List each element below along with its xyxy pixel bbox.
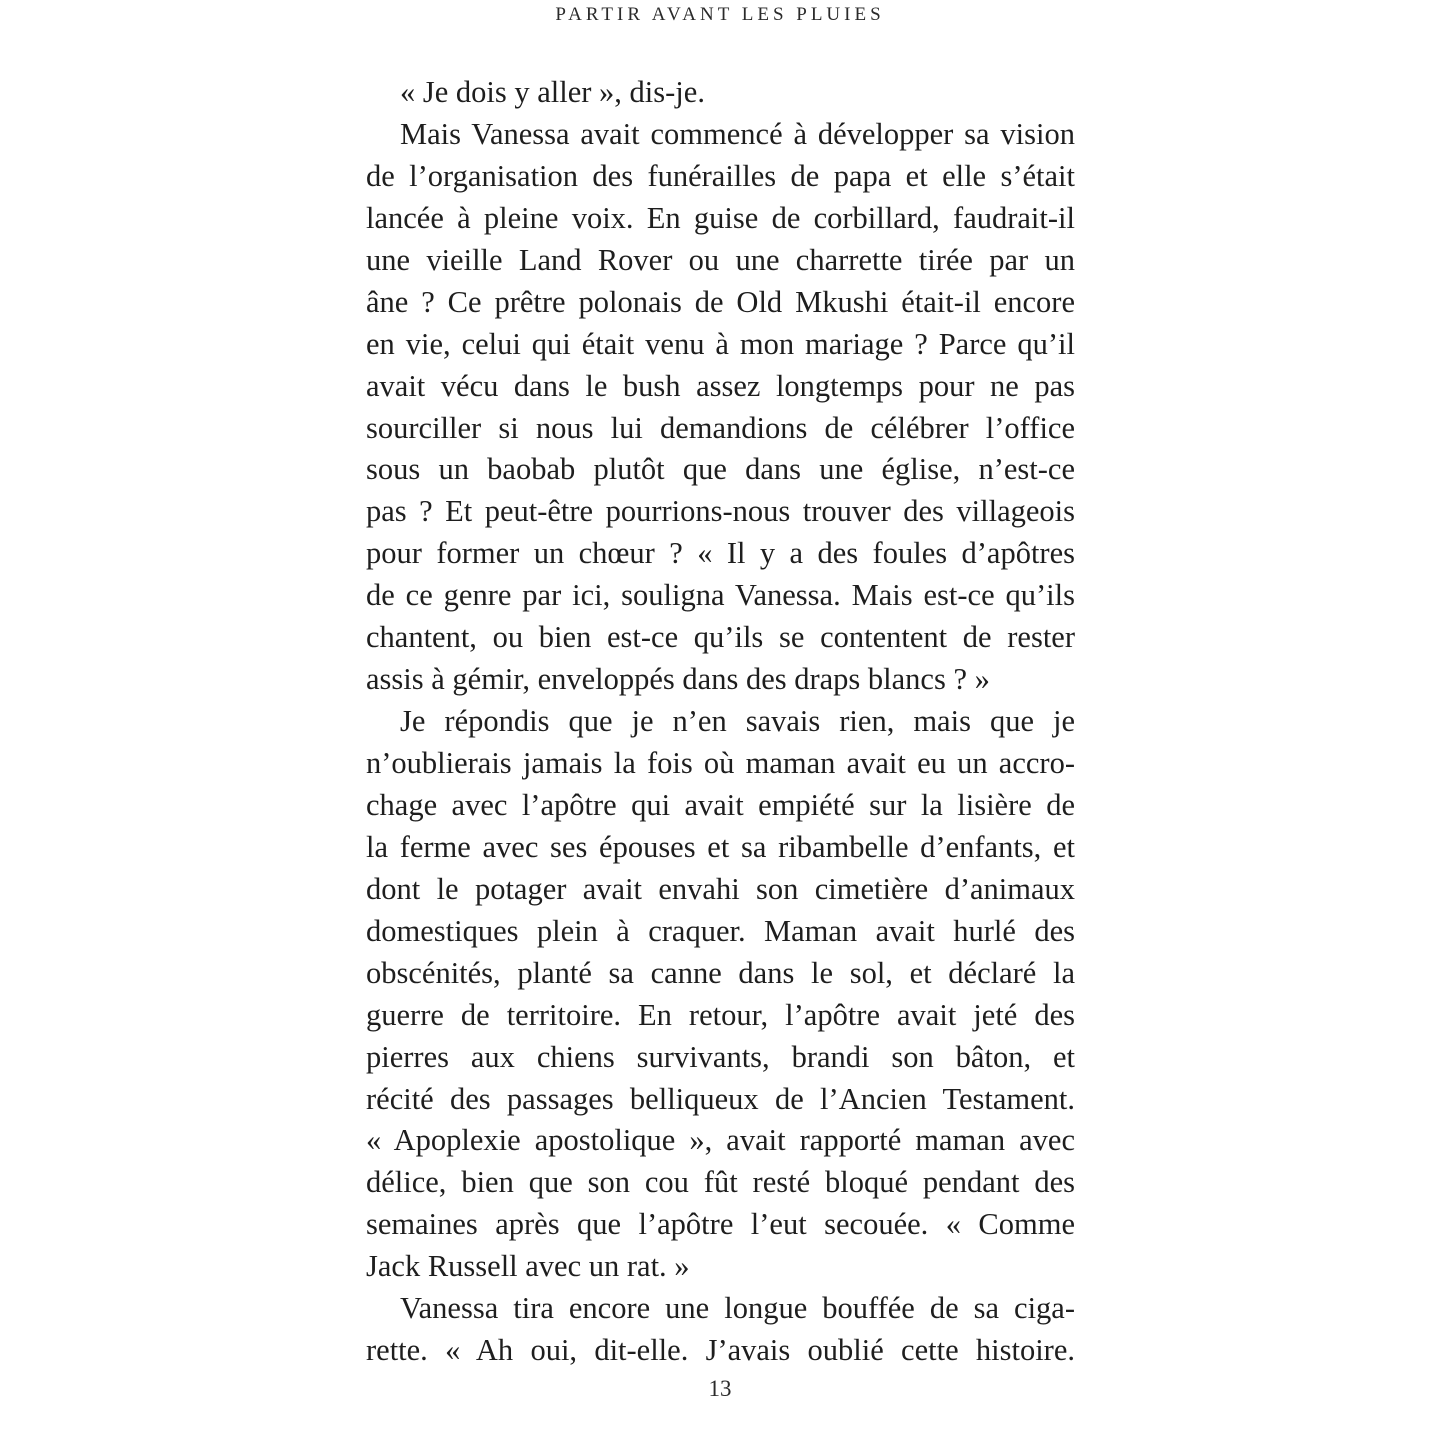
text-line: en vie, celui qui était venu à mon mariage ? Parce qu’il: [366, 326, 1075, 361]
text-line: pierres aux chiens survivants, brandi son bâton, et: [366, 1039, 1075, 1074]
text-line: dont le potager avait envahi son cimetière d’animaux: [366, 871, 1075, 906]
text-line: avait vécu dans le bush assez longtemps pour ne pas: [366, 368, 1075, 403]
running-head-title: PARTIR AVANT LES PLUIES: [555, 4, 885, 25]
text-line: récité des passages belliqueux de l’Ancien Testament.: [366, 1081, 1075, 1116]
body-text: [366, 72, 1075, 1372]
text-line: lancée à pleine voix. En guise de corbillard, faudrait-il: [366, 200, 1075, 235]
text-line: Je répondis que je n’en savais rien, mais que je: [400, 704, 1075, 739]
text-line: semaines après que l’apôtre l’eut secouée. « Comme: [366, 1207, 1075, 1242]
text-line: Mais Vanessa avait commencé à développer sa vision: [400, 116, 1075, 151]
text-line: de l’organisation des funérailles de papa et elle s’était: [366, 158, 1075, 193]
text-line: rette. « Ah oui, dit-elle. J’avais oublié cette histoire.: [366, 1333, 1075, 1368]
text-line: pour former un chœur ? « Il y a des foules d’apôtres: [366, 536, 1075, 571]
text-line: n’oublierais jamais la fois où maman avait eu un accro-: [366, 746, 1075, 780]
text-line: Jack Russell avec un rat. »: [366, 1249, 690, 1284]
text-line: âne ? Ce prêtre polonais de Old Mkushi était-il encore: [366, 284, 1075, 319]
text-line: la ferme avec ses épouses et sa ribambelle d’enfants, et: [366, 829, 1075, 864]
text-line: obscénités, planté sa canne dans le sol, et déclaré la: [366, 955, 1075, 990]
text-line: « Je dois y aller », dis-je.: [400, 75, 705, 109]
text-line: chantent, ou bien est-ce qu’ils se contentent de rester: [366, 620, 1075, 655]
text-line: « Apoplexie apostolique », avait rapporté maman avec: [366, 1123, 1075, 1158]
text-line: Vanessa tira encore une longue bouffée de sa ciga-: [400, 1291, 1075, 1326]
text-line: pas ? Et peut-être pourrions-nous trouver des villageois: [366, 494, 1075, 529]
text-line: guerre de territoire. En retour, l’apôtre avait jeté des: [366, 997, 1075, 1032]
text-line: une vieille Land Rover ou une charrette tirée par un: [366, 242, 1075, 277]
text-line: délice, bien que son cou fût resté bloqué pendant des: [366, 1165, 1075, 1200]
text-line: sous un baobab plutôt que dans une église, n’est-ce: [366, 452, 1075, 487]
text-line: assis à gémir, enveloppés dans des draps blancs ? »: [366, 662, 990, 697]
text-line: domestiques plein à craquer. Maman avait hurlé des: [366, 913, 1075, 948]
page-number: 13: [708, 1376, 732, 1401]
text-line: chage avec l’apôtre qui avait empiété sur la lisière de: [366, 787, 1075, 822]
text-line: de ce genre par ici, souligna Vanessa. Mais est-ce qu’ils: [366, 578, 1075, 613]
text-line: sourciller si nous lui demandions de célébrer l’office: [366, 410, 1075, 445]
